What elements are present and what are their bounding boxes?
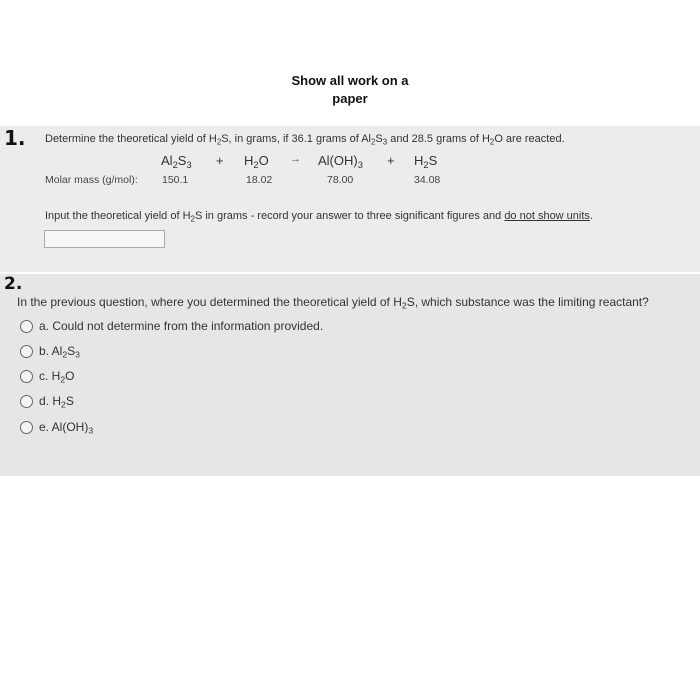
option-e-label: e. $Al(OH)_3$ <box>39 420 94 436</box>
reactant-h2o: $H_2O$ <box>244 153 269 170</box>
option-e[interactable] <box>20 420 93 434</box>
option-a-label: a. Could not determine from the information provided. <box>39 319 324 333</box>
reactant-al2s3: $Al_2S_3$ <box>161 153 192 170</box>
molar-mass-h2s: 34.08 <box>414 174 441 186</box>
plus-sign-2: + <box>387 153 395 168</box>
option-d[interactable] <box>20 394 74 408</box>
option-b[interactable] <box>20 344 80 358</box>
option-a[interactable] <box>20 319 323 333</box>
molar-mass-al2s3: 150.1 <box>162 174 189 186</box>
radio-c[interactable] <box>20 370 33 383</box>
radio-a[interactable] <box>20 320 33 333</box>
question-2-prompt: In the previous question, where you determined the theoretical yield of $H_2S$, which substance was the limiting reactant? <box>17 295 649 311</box>
plus-sign-1: + <box>216 153 224 168</box>
radio-e[interactable] <box>20 421 33 434</box>
answer-instruction: Input the theoretical yield of $H_2S$ in grams - record your answer to three significant figures and do not show units. <box>45 210 593 224</box>
title-line-1: Show all work on a <box>291 73 409 88</box>
question-1-number: 1. <box>4 126 26 150</box>
radio-d[interactable] <box>20 395 33 408</box>
option-d-label: d. $H_2S$ <box>39 394 74 410</box>
molar-mass-label: Molar mass (g/mol): <box>45 174 138 186</box>
option-c[interactable] <box>20 369 74 383</box>
question-1-prompt: Determine the theoretical yield of $H_2S$, in grams, if 36.1 grams of $Al_2S_3$ and 28.5 grams of $H_2O$ are reacted. <box>45 133 565 147</box>
molar-mass-aloh3: 78.00 <box>327 174 354 186</box>
radio-b[interactable] <box>20 345 33 358</box>
product-aloh3: $Al(OH)_3$ <box>318 153 363 170</box>
molar-mass-h2o: 18.02 <box>246 174 273 186</box>
product-h2s: $H_2S$ <box>414 153 438 170</box>
answer-input[interactable] <box>44 230 165 248</box>
option-b-label: b. $Al_2S_3$ <box>39 344 80 360</box>
title-line-2: paper <box>332 91 368 106</box>
reaction-arrow: → <box>290 153 301 165</box>
units-note: do not show units <box>504 210 590 222</box>
question-1-panel <box>0 126 700 272</box>
page-title <box>250 72 450 108</box>
question-2-number: 2. <box>4 274 23 294</box>
option-c-label: c. $H_2O$ <box>39 369 75 385</box>
